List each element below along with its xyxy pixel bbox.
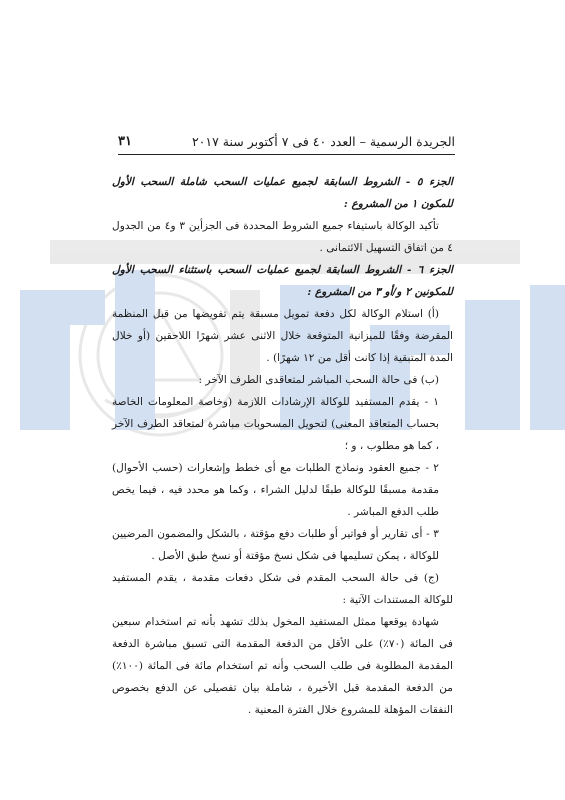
paragraph: تأكيد الوكالة باستيفاء جميع الشروط المحددة فى الجزأين ٣ و٤ من الجدول ٤ من اتفاق التسهيل الائتمانى . [112, 220, 453, 254]
list-item: ١ - يقدم المستفيد للوكالة الإرشادات اللازمة (وخاصة المعلومات الخاصة بحساب المتعاقد المعنى) لتحويل المسحوبات مباشرة لمتعاقد الطرف الآخر ، كما هو مطلوب ، و ؛ [112, 396, 439, 452]
list-item: ٣ - أى تقارير أو فواتير أو طلبات دفع مؤقتة ، بالشكل والمضمون المرضيين للوكالة ، يمكن تسليمها فى شكل نسخ مؤقتة أو نسخ طبق الأصل . [112, 528, 439, 562]
section-heading: الجزء ٦ - الشروط السابقة لجميع عمليات السحب باستثناء السحب الأول للمكونين ٢ و/أو ٣ من المشروع : [112, 264, 454, 298]
page-number: ٣١ [118, 134, 132, 149]
paragraph: (ب) فى حالة السحب المباشر لمتعاقدى الطرف الآخر : [198, 374, 439, 386]
paragraph: شهادة يوقعها ممثل المستفيد المخول بذلك تشهد بأنه تم استخدام سبعين فى المائة (٧٠٪) على الأقل من الدفعة المقدمة التى تسبق مباشرة الدفعة المقدمة المطلوبة فى طلب السحب وأنه تم استخدام مائة فى المائة (١٠٠٪) من الدفعة المقدمة قبل الأخيرة ، شاملة بيان تفصيلى عن الدفع بخصوص النفقات المؤهلة للمشروع خلال الفترة المعنية . [112, 616, 453, 716]
page-header [118, 134, 455, 155]
paragraph: (ج) فى حالة السحب المقدم فى شكل دفعات مقدمة ، يقدم المستفيد للوكالة المستندات الآتية : [112, 572, 453, 606]
list-item: ٢ - جميع العقود ونماذج الطلبات مع أى خطط وإشعارات (حسب الأحوال) مقدمة مسبقًا للوكالة طبقًا لدليل الشراء ، وكما هو محدد فيه ، فيما يخص طلب الدفع المباشر . [112, 462, 439, 518]
document-body [112, 171, 453, 721]
paragraph: (أ) استلام الوكالة لكل دفعة تمويل مسبقة يتم تفويضها من قبل المنظمة المقرضة وفقًا للميزانية المتوقعة خلال الاثنى عشر شهرًا اللاحقين (أو خلال المدة المتبقية إذا كانت أقل من ١٢ شهرًا) . [112, 308, 453, 364]
gazette-title: الجريدة الرسمية – العدد ٤٠ فى ٧ أكتوبر سنة ٢٠١٧ [191, 134, 455, 149]
section-heading: الجزء ٥ - الشروط السابقة لجميع عمليات السحب شاملة السحب الأول للمكون ١ من المشروع : [112, 176, 453, 210]
